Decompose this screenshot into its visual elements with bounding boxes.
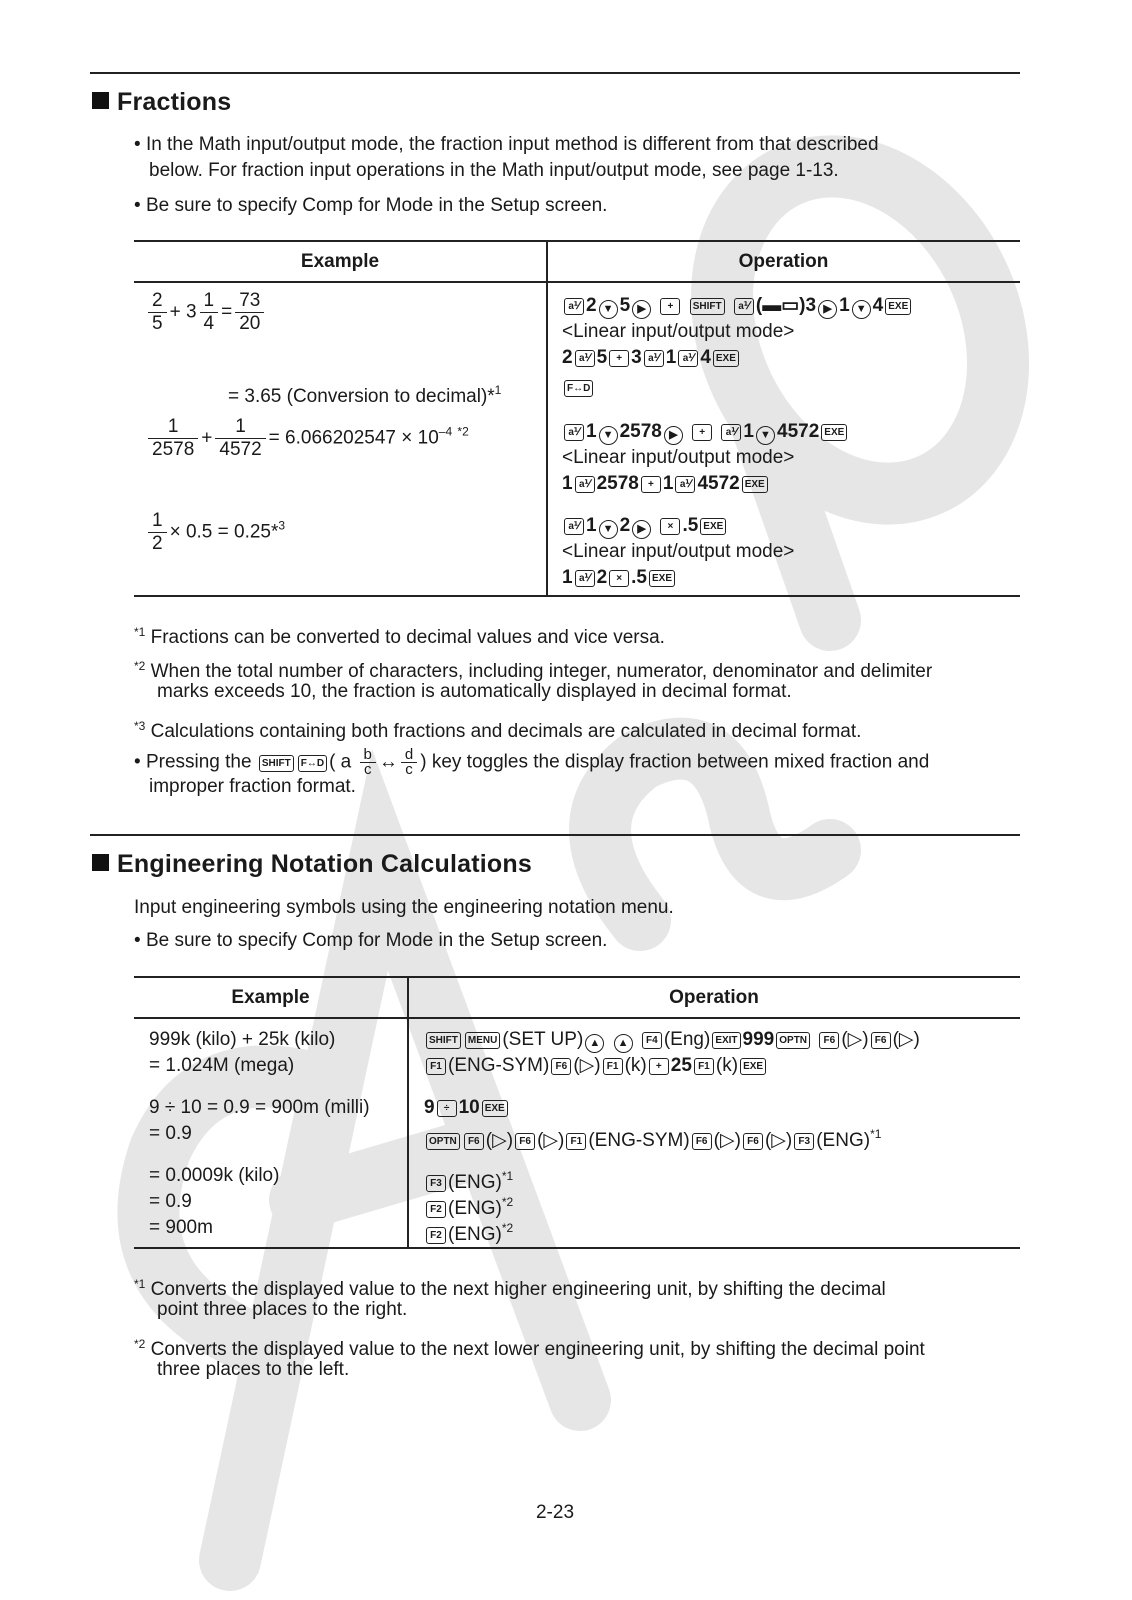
operation-2-keys: a⅟ 1 ▼ 2578 ▶ + a⅟ 1 ▼ 4572 EXE <box>562 419 849 445</box>
eng-example-1-line-2: = 1.024M (mega) <box>149 1055 295 1076</box>
toggle-note-cont: improper fraction format. <box>149 776 356 797</box>
operation-1-keys: a⅟ 2 ▼ 5 ▶ + SHIFT a⅟ (▬▭)3 ▶ 1 ▼ 4 EXE <box>562 293 913 319</box>
operation-1-linear-keys: 2 a⅟ 5 + 3 a⅟ 1 a⅟ 4 EXE <box>562 345 741 371</box>
eng-example-3-line-2: = 0.9 <box>149 1191 192 1212</box>
eng-operation-2-line-1: 9 ÷ 10 EXE <box>424 1095 510 1121</box>
fractions-footnote-2-cont: marks exceeds 10, the fraction is automatically displayed in decimal format. <box>157 681 792 702</box>
operation-3-linear-keys: 1 a⅟ 2 × .5 EXE <box>562 565 677 591</box>
top-rule <box>90 72 1020 74</box>
eng-operation-1-line-2: F1 (ENG-SYM) F6 (▷) F1 (k) + 25 F1 (k) EXE <box>424 1053 768 1079</box>
eng-footnote-2-cont: three places to the left. <box>157 1359 350 1380</box>
eng-operation-3-line-1: F3 (ENG)$^{*1}$ <box>424 1163 513 1196</box>
eng-footnote-2: $^{*2}$ Converts the displayed value to the next lower engineering unit, by shifting the decimal point <box>134 1337 925 1360</box>
eng-footnote-1-cont: point three places to the right. <box>157 1299 408 1320</box>
fractions-footnote-3: $^{*3}$ Calculations containing both fractions and decimals are calculated in decimal format. <box>134 719 862 742</box>
operation-1-fd-key: F↔D <box>562 375 595 401</box>
engineering-bullet: • Be sure to specify Comp for Mode in the Setup screen. <box>134 930 608 951</box>
eng-example-3-line-1: = 0.0009k (kilo) <box>149 1165 280 1186</box>
linear-mode-label-2: <Linear input/output mode> <box>562 447 795 468</box>
page-number: 2-23 <box>535 1502 575 1523</box>
example-header: Example <box>231 987 310 1008</box>
linear-mode-label-1: <Linear input/output mode> <box>562 321 795 342</box>
eng-example-3-line-3: = 900m <box>149 1217 213 1238</box>
example-header: Example <box>300 251 380 272</box>
operation-header: Operation <box>738 251 829 272</box>
eng-operation-2-line-2: OPTN F6 (▷) F6 (▷) F1 (ENG-SYM) F6 (▷) F6 (▷) F3 (ENG)$^{*1}$ <box>424 1121 881 1154</box>
fractions-footnote-2: $^{*2}$ When the total number of characters, including integer, numerator, denominator and delimiter <box>134 659 933 682</box>
fractions-bullet-1: • In the Math input/output mode, the fraction input method is different from that described <box>134 134 879 155</box>
fractions-bullet-2: • Be sure to specify Comp for Mode in the Setup screen. <box>134 195 608 216</box>
toggle-note: • Pressing the SHIFT F↔D ( a $\frac{b}{c}$ ↔ $\frac{d}{c}$ ) key toggles the display fraction between mixed fraction and <box>134 746 930 778</box>
fraction-example-2: $\frac{1}{2578}$ + $\frac{1}{4572}$ = $6.066202547 \times 10^{-4}$ $^{*2}$ <box>145 416 469 461</box>
operation-header: Operation <box>669 987 759 1008</box>
decimal-conversion: = 3.65 (Conversion to decimal)*$^1$ <box>228 383 502 407</box>
eng-footnote-1: $^{*1}$ Converts the displayed value to the next higher engineering unit, by shifting the decimal <box>134 1277 886 1300</box>
engineering-intro: Input engineering symbols using the engineering notation menu. <box>134 897 674 918</box>
operation-2-linear-keys: 1 a⅟ 2578 + 1 a⅟ 4572 EXE <box>562 471 770 497</box>
eng-example-2-line-2: = 0.9 <box>149 1123 192 1144</box>
fractions-bullet-1-cont: below. For fraction input operations in the Math input/output mode, see page 1-13. <box>149 160 839 181</box>
square-bullet-icon <box>92 92 109 109</box>
eng-example-1-line-1: 999k (kilo) + 25k (kilo) <box>149 1029 336 1050</box>
engineering-heading: Engineering Notation Calculations <box>92 850 532 879</box>
fractions-heading: Fractions <box>92 88 231 117</box>
operation-3-keys: a⅟ 1 ▼ 2 ▶ × .5 EXE <box>562 513 728 539</box>
fractions-footnote-1: $^{*1}$ Fractions can be converted to decimal values and vice versa. <box>134 625 665 648</box>
section-rule <box>90 834 1020 836</box>
square-bullet-icon <box>92 854 109 871</box>
linear-mode-label-3: <Linear input/output mode> <box>562 541 795 562</box>
fraction-example-1: $\frac{2}{5}$ + 3 $\frac{1}{4}$ = $\frac{73}{20}$ <box>145 290 267 335</box>
eng-operation-3-line-2: F2 (ENG)$^{*2}$ <box>424 1189 513 1222</box>
fraction-example-3: $\frac{1}{2}$ × 0.5 = 0.25*$^3$ <box>145 510 285 555</box>
eng-example-2-line-1: 9 ÷ 10 = 0.9 = 900m (milli) <box>149 1097 370 1118</box>
eng-operation-3-line-3: F2 (ENG)$^{*2}$ <box>424 1215 513 1248</box>
eng-operation-1-line-1: SHIFT MENU (SET UP) ▲ ▲ F4 (Eng) EXIT 999 OPTN F6 (▷) F6 (▷) <box>424 1027 920 1053</box>
